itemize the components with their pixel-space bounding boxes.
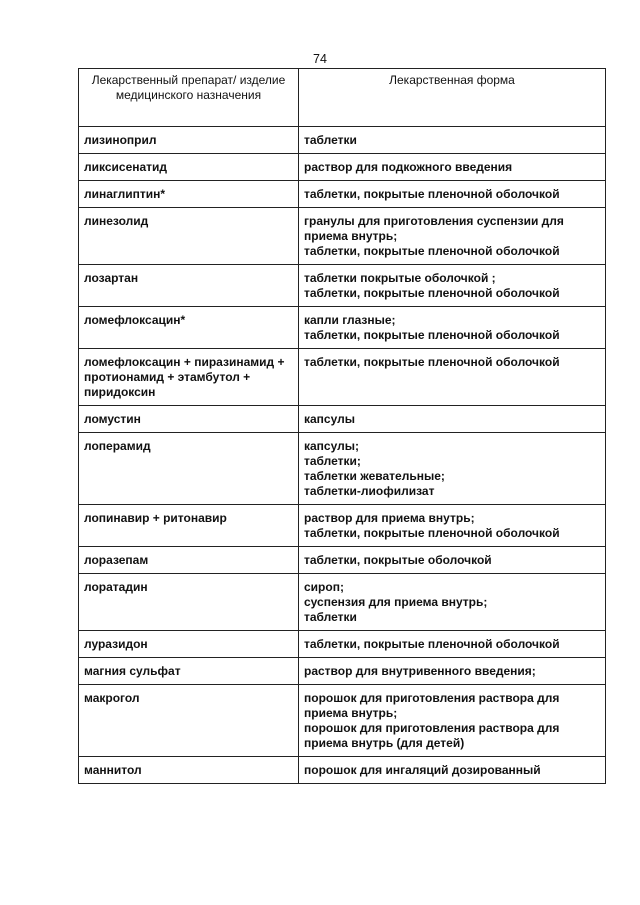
table-row [79, 505, 606, 547]
table-row [79, 154, 606, 181]
table-row [79, 685, 606, 757]
drug-name-cell: маннитол [79, 757, 299, 784]
drug-name-cell: лоратадин [79, 574, 299, 631]
dosage-form-line: таблетки, покрытые оболочкой [304, 553, 492, 567]
dosage-form-line: таблетки покрытые оболочкой ; [304, 271, 496, 285]
table-row [79, 757, 606, 784]
table-row [79, 433, 606, 505]
drug-name-cell: луразидон [79, 631, 299, 658]
table-row [79, 547, 606, 574]
dosage-form-line: капсулы; [304, 439, 359, 453]
dosage-form-line: таблетки жевательные; [304, 469, 445, 483]
dosage-form-cell [299, 658, 606, 685]
drug-name-cell: магния сульфат [79, 658, 299, 685]
dosage-form-cell [299, 349, 606, 406]
header-form: Лекарственная форма [299, 69, 606, 127]
table-row [79, 307, 606, 349]
drug-name-cell: ликсисенатид [79, 154, 299, 181]
dosage-form-cell [299, 547, 606, 574]
table-row [79, 406, 606, 433]
dosage-form-line: таблетки; [304, 454, 361, 468]
dosage-form-cell [299, 181, 606, 208]
header-drug: Лекарственный препарат/ изделие медицинского назначения [79, 69, 299, 127]
drug-table [78, 68, 606, 784]
dosage-form-cell [299, 127, 606, 154]
dosage-form-line: таблетки, покрытые пленочной оболочкой [304, 526, 560, 540]
dosage-form-line: капли глазные; [304, 313, 396, 327]
drug-name-cell: лизиноприл [79, 127, 299, 154]
dosage-form-line: порошок для приготовления раствора для приема внутрь (для детей) [304, 721, 560, 750]
drug-name-cell: лопинавир + ритонавир [79, 505, 299, 547]
dosage-form-line: таблетки, покрытые пленочной оболочкой [304, 355, 560, 369]
dosage-form-line: гранулы для приготовления суспензии для приема внутрь; [304, 214, 564, 243]
dosage-form-line: таблетки, покрытые пленочной оболочкой [304, 286, 560, 300]
dosage-form-cell [299, 265, 606, 307]
drug-name-cell: линезолид [79, 208, 299, 265]
dosage-form-cell [299, 574, 606, 631]
drug-name-cell: линаглиптин* [79, 181, 299, 208]
table-row [79, 265, 606, 307]
drug-name-cell: лоперамид [79, 433, 299, 505]
dosage-form-cell [299, 505, 606, 547]
drug-name-cell: ломефлоксацин* [79, 307, 299, 349]
dosage-form-line: сироп; [304, 580, 344, 594]
dosage-form-line: капсулы [304, 412, 355, 426]
dosage-form-cell [299, 685, 606, 757]
table-body [79, 127, 606, 784]
drug-name-cell: ломустин [79, 406, 299, 433]
dosage-form-cell [299, 433, 606, 505]
dosage-form-line: раствор для внутривенного введения; [304, 664, 536, 678]
drug-name-cell: ломефлоксацин + пиразинамид + протионамид + этамбутол + пиридоксин [79, 349, 299, 406]
dosage-form-cell [299, 307, 606, 349]
dosage-form-line: таблетки, покрытые пленочной оболочкой [304, 187, 560, 201]
dosage-form-line: раствор для подкожного введения [304, 160, 513, 174]
table-row [79, 127, 606, 154]
dosage-form-line: таблетки, покрытые пленочной оболочкой [304, 328, 560, 342]
table-row [79, 181, 606, 208]
table-row [79, 574, 606, 631]
table-row [79, 349, 606, 406]
dosage-form-cell [299, 208, 606, 265]
dosage-form-line: порошок для ингаляций дозированный [304, 763, 541, 777]
dosage-form-line: таблетки, покрытые пленочной оболочкой [304, 637, 560, 651]
dosage-form-line: раствор для приема внутрь; [304, 511, 475, 525]
drug-name-cell: макрогол [79, 685, 299, 757]
drug-name-cell: лозартан [79, 265, 299, 307]
dosage-form-cell [299, 154, 606, 181]
table-header-row [79, 69, 606, 127]
table-row [79, 658, 606, 685]
dosage-form-cell [299, 757, 606, 784]
dosage-form-line: таблетки-лиофилизат [304, 484, 435, 498]
table-row [79, 631, 606, 658]
dosage-form-line: таблетки, покрытые пленочной оболочкой [304, 244, 560, 258]
dosage-form-cell [299, 631, 606, 658]
dosage-form-line: таблетки [304, 133, 357, 147]
drug-name-cell: лоразепам [79, 547, 299, 574]
dosage-form-line: суспензия для приема внутрь; [304, 595, 488, 609]
page-number: 74 [313, 52, 327, 66]
dosage-form-cell [299, 406, 606, 433]
table-row [79, 208, 606, 265]
dosage-form-line: таблетки [304, 610, 357, 624]
dosage-form-line: порошок для приготовления раствора для приема внутрь; [304, 691, 560, 720]
